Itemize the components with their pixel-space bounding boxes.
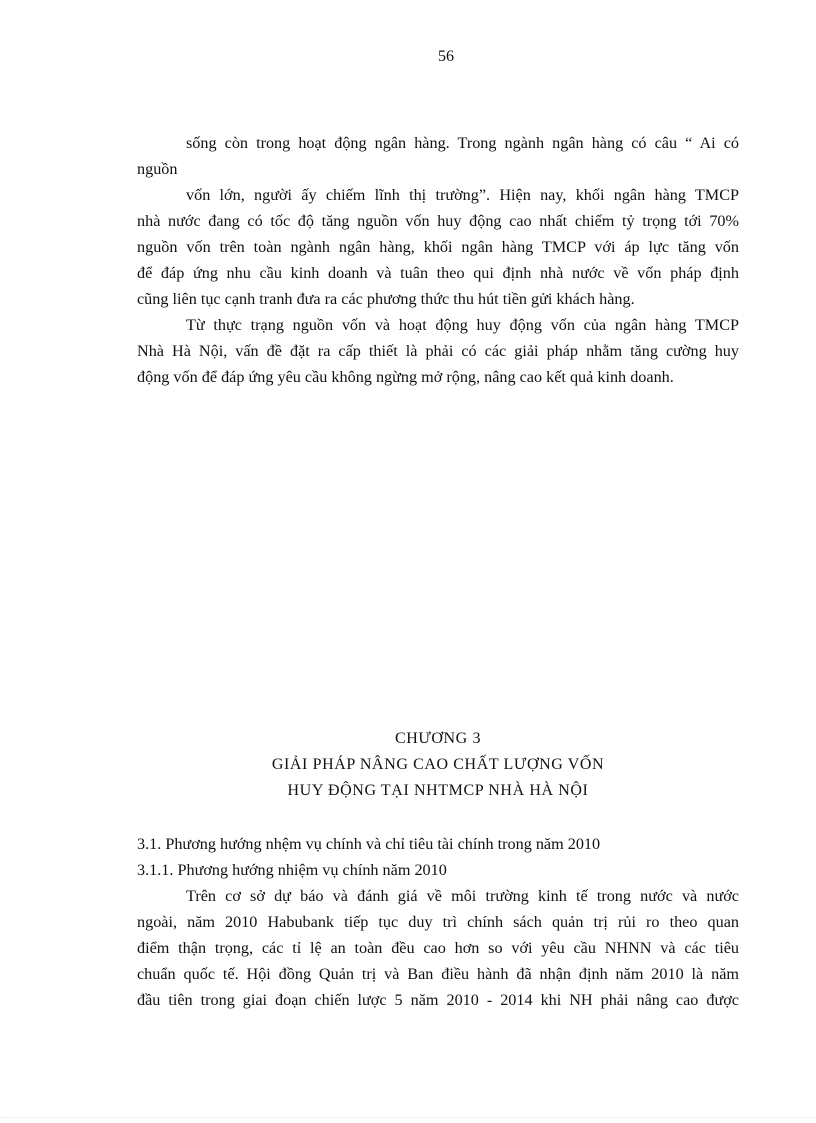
section-heading-3-1-1: 3.1.1. Phương hướng nhiệm vụ chính năm 2010 xyxy=(137,861,447,879)
text-line: chuẩn quốc tế. Hội đồng Quản trị và Ban điều hành đã nhận định năm 2010 là năm xyxy=(137,965,739,983)
text-line: cũng liên tục cạnh tranh đưa ra các phương thức thu hút tiền gửi khách hàng. xyxy=(137,290,635,308)
text-line: Trên cơ sở dự báo và đánh giá về môi trường kinh tế trong nước và nước xyxy=(186,887,739,905)
text-line: ngoài, năm 2010 Habubank tiếp tục duy trì chính sách quản trị rủi ro theo quan xyxy=(137,913,739,931)
text-line: điểm thận trọng, các tỉ lệ an toàn đều cao hơn so với yêu cầu NHNN và các tiêu xyxy=(137,939,739,957)
page-number: 56 xyxy=(438,48,454,65)
chapter-title-line-2: HUY ĐỘNG TẠI NHTMCP NHÀ HÀ NỘI xyxy=(287,782,589,799)
chapter-title-line-1: GIẢI PHÁP NÂNG CAO CHẤT LƯỢNG VỐN xyxy=(271,756,605,773)
text-line: sống còn trong hoạt động ngân hàng. Trong ngành ngân hàng có câu “ Ai có xyxy=(186,134,739,152)
section-3-1 xyxy=(137,831,739,1013)
text-line: nguồn xyxy=(137,160,178,178)
text-line: để đáp ứng nhu cầu kinh doanh và tuân theo qui định nhà nước về vốn pháp định xyxy=(137,264,739,282)
text-line: động vốn để đáp ứng yêu cầu không ngừng mở rộng, nâng cao kết quả kinh doanh. xyxy=(137,368,674,386)
text-line: nhà nước đang có tốc độ tăng nguồn vốn huy động cao nhất chiếm tỷ trọng tới 70% xyxy=(137,212,739,230)
text-line: Từ thực trạng nguồn vốn và hoạt động huy động vốn của ngân hàng TMCP xyxy=(186,316,739,334)
chapter-label: CHƯƠNG 3 xyxy=(394,730,482,747)
text-line: đầu tiên trong giai đoạn chiến lược 5 năm 2010 - 2014 khi NH phải nâng cao được xyxy=(137,991,739,1009)
intro-paragraph xyxy=(137,130,739,312)
page-bottom-edge xyxy=(0,1117,816,1119)
text-line: vốn lớn, người ấy chiếm lĩnh thị trường”. Hiện nay, khối ngân hàng TMCP xyxy=(186,186,739,204)
text-line: Nhà Hà Nội, vấn đề đặt ra cấp thiết là phải có các giải pháp nhằm tăng cường huy xyxy=(137,342,739,360)
chapter-heading xyxy=(137,726,739,804)
conclusion-paragraph xyxy=(137,312,739,390)
text-line: nguồn vốn trên toàn ngành ngân hàng, khối ngân hàng TMCP với áp lực tăng vốn xyxy=(137,238,739,256)
section-heading-3-1: 3.1. Phương hướng nhệm vụ chính và chỉ tiêu tài chính trong năm 2010 xyxy=(137,835,601,853)
